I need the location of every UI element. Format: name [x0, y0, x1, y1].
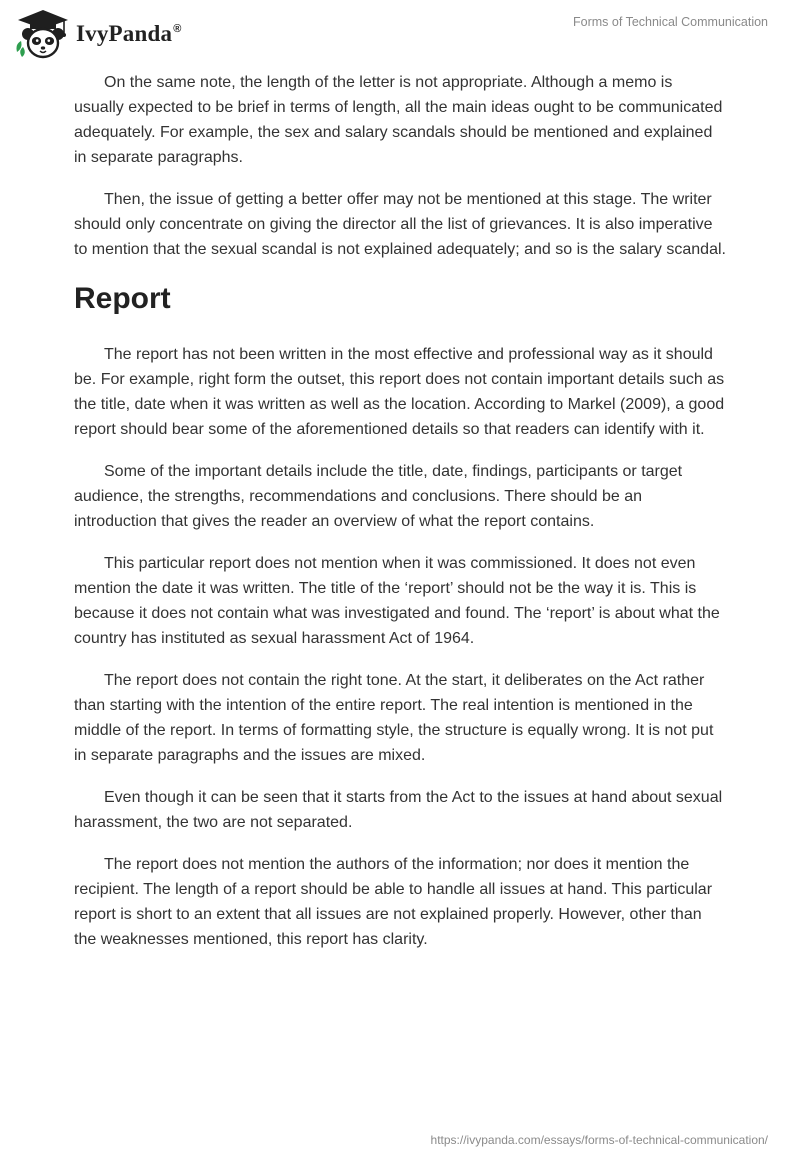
page-header [0, 0, 800, 64]
paragraph: Even though it can be seen that it starts from the Act to the issues at hand about sexual harassment, the two are not separated. [74, 789, 723, 831]
paragraph: Some of the important details include the title, date, findings, participants or target audience, the strengths, recommendations and conclusions. There should be an introduction that gives the reader an overview of what the report contains. [74, 463, 683, 530]
paragraph: This particular report does not mention when it was commissioned. It does not even mention the date it was written. The title of the ‘report’ should not be the way it is. This is because it does not contain what was investigated and found. The ‘report’ is about what the country has instituted as sexual harassment Act of 1964. [74, 555, 720, 647]
section-heading: Report [74, 282, 171, 315]
brand-logo[interactable] [14, 8, 182, 60]
paragraph: On the same note, the length of the letter is not appropriate. Although a memo is usually expected to be brief in terms of length, all the main ideas ought to be communicated adequately. For example, the sex and salary scandals should be mentioned and explained in separate paragraphs. [74, 74, 723, 166]
source-url[interactable]: https://ivypanda.com/essays/forms-of-technical-communication/ [430, 1133, 768, 1147]
brand-name: IvyPanda® [76, 21, 182, 46]
essay-content [74, 70, 726, 969]
panda-graduate-icon [14, 8, 72, 60]
paragraph: Then, the issue of getting a better offer may not be mentioned at this stage. The writer should only concentrate on giving the director all the list of grievances. It is also imperative to mention that the sexual scandal is not explained adequately; and so is the salary scandal. [74, 191, 726, 258]
registered-mark: ® [173, 23, 182, 36]
document-title: Forms of Technical Communication [573, 15, 768, 29]
paragraph: The report has not been written in the most effective and professional way as it should be. For example, right form the outset, this report does not contain important details such as the title, date when it was written as well as the location. According to Markel (2009), a good report should bear some of the aforementioned details so that readers can identify with it. [74, 346, 725, 438]
paragraph: The report does not contain the right tone. At the start, it deliberates on the Act rather than starting with the intention of the entire report. The real intention is mentioned in the middle of the report. In terms of formatting style, the structure is equally wrong. It is not put in separate paragraphs and the issues are mixed. [74, 672, 714, 764]
paragraph: The report does not mention the authors of the information; nor does it mention the recipient. The length of a report should be able to handle all issues at hand. This particular report is short to an extent that all issues are not explained properly. However, other than the weaknesses mentioned, this report has clarity. [74, 856, 713, 948]
